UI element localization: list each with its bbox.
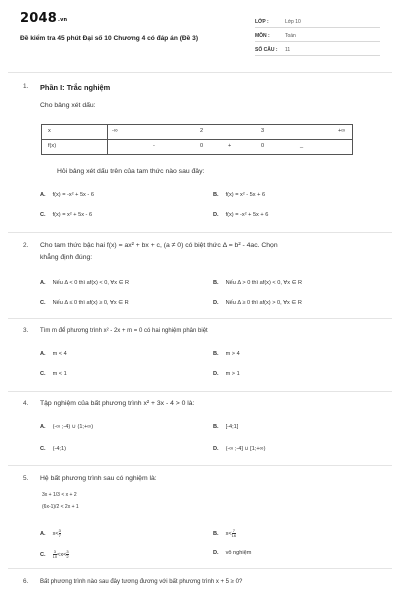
q1-option-d[interactable]: D. f(x) = -x² + 5x + 6 [213,212,269,218]
question-1-text: Hỏi bảng xét dấu trên của tam thức nào sau đây: [57,168,205,175]
question-number: 6. [23,578,29,585]
section-title: Phần I: Trắc nghiệm [40,83,111,92]
q3-option-d[interactable]: D. m > 1 [213,371,240,377]
document-title: Đề kiểm tra 45 phút Đại số 10 Chương 4 có đáp án (Đề 3) [20,35,199,42]
meta-subject: MÔN : Toán [255,31,380,42]
sign-table: x -∞ 2 3 +∞ f(x) - 0 + 0 _ [41,124,353,155]
meta-class: LỚP : Lớp 10 [255,17,380,28]
q2-option-a[interactable]: A. Nếu Δ < 0 thì af(x) < 0, ∀x ∈ R [40,280,130,286]
question-number: 3. [23,327,29,334]
sign-table-x-label: x [48,128,51,134]
question-2-text-line1: Cho tam thức bậc hai f(x) = ax² + bx + c, (a ≠ 0) có biệt thức Δ = b² - 4ac. Chọn [40,242,278,249]
question-number: 5. [23,475,29,482]
q3-option-a[interactable]: A. m < 4 [40,351,67,357]
q4-option-b[interactable]: B. [-4;1] [213,424,239,430]
q4-option-c[interactable]: C. (-4;1) [40,446,66,452]
q5-option-b[interactable]: B. x< $\frac{7}{16}$ [213,528,237,538]
site-logo[interactable]: $2048_{.vn}$ [20,11,68,26]
q1-option-a[interactable]: A. f(x) = -x² + 5x - 6 [40,192,94,198]
q3-option-b[interactable]: B. m > 4 [213,351,240,357]
q2-option-c[interactable]: C. Nếu Δ ≤ 0 thì af(x) ≥ 0, ∀x ∈ R [40,300,129,306]
q2-option-d[interactable]: D. Nếu Δ ≥ 0 thì af(x) > 0, ∀x ∈ R [213,300,302,306]
q5-option-a[interactable]: A. x< $\frac{3}{7}$ [40,528,61,538]
q2-option-b[interactable]: B. Nếu Δ > 0 thì af(x) < 0, ∀x ∈ R [213,280,303,286]
q3-option-c[interactable]: C. m < 1 [40,371,67,377]
divider [8,72,392,73]
question-2-text-line2: khẳng định đúng: [40,254,93,261]
q1-option-b[interactable]: B. f(x) = x² - 5x + 6 [213,192,266,198]
question-1-intro: Cho bảng xét dấu: [40,102,96,109]
divider [8,465,392,466]
divider [8,568,392,569]
q5-option-c[interactable]: C. $\frac{3}{10}$ <x< $\frac{3}{2}$ [40,549,69,559]
question-4-text: Tập nghiệm của bất phương trình x² + 3x - 4 > 0 là: [40,400,195,407]
question-6-text: Bất phương trình nào sau đây tương đương với bất phương trình x + 5 ≥ 0? [40,579,243,585]
question-3-text: Tìm m để phương trình x² - 2x + m = 0 có hai nghiệm phân biệt [40,328,208,334]
q4-option-d[interactable]: D. (-∞ ;-4] ∪ [1;+∞) [213,446,266,452]
question-5-text: Hệ bất phương trình sau có nghiệm là: [40,475,157,482]
q4-option-a[interactable]: A. (-∞ ;-4) ∪ (1;+∞) [40,424,94,430]
divider [8,232,392,233]
q5-system-line2: (6x-1)/2 < 2x + 1 [42,504,79,510]
q5-option-d[interactable]: D. vô nghiệm [213,550,252,556]
question-number: 1. [23,83,29,90]
divider [8,391,392,392]
question-number: 4. [23,400,29,407]
q5-system-line1: 3x + 1/3 < x + 2 [42,492,77,498]
divider [8,318,392,319]
question-number: 2. [23,242,29,249]
q1-option-c[interactable]: C. f(x) = x² + 5x - 6 [40,212,93,218]
meta-question-count: SỐ CÂU : 11 [255,45,380,56]
sign-table-fx-label: f(x) [48,143,57,149]
